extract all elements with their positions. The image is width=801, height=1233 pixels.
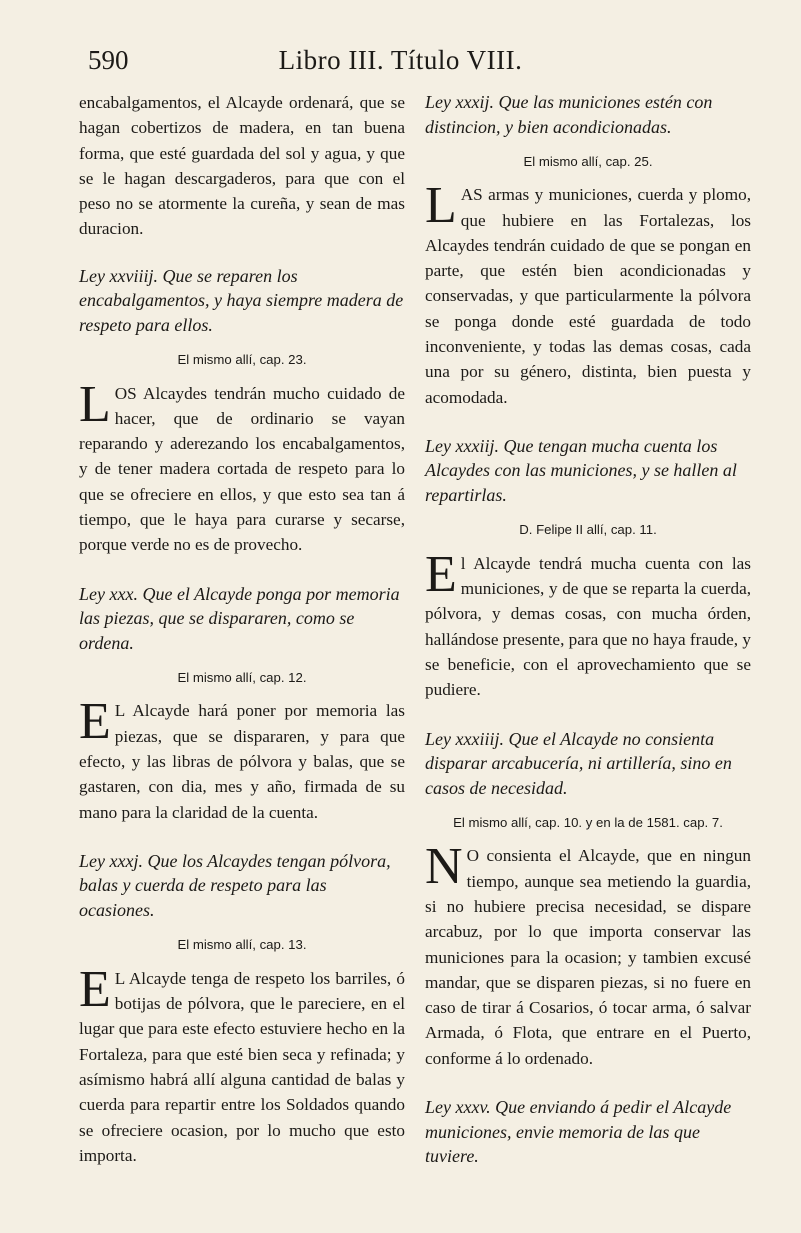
law-source: El mismo allí, cap. 13. <box>177 937 307 953</box>
law-text-body: L Alcayde tenga de respeto los barriles, ó botijas de pólvora, que le pareciere, en el lugar que para este efecto estuviere hecho en la Fortaleza, para que esté bien seca y refinada; y asímismo habrá allí alguna cantidad de balas y cuerda para repartir entre los Soldados quando se ofreciere ocasion, por lo mucho que esto importa. <box>79 968 405 1165</box>
law-heading: Ley xxxiij. Que tengan mucha cuenta los Alcaydes con las municiones, y se hallen al repartirlas. <box>425 435 737 505</box>
drop-cap: E <box>425 545 457 603</box>
left-column <box>79 90 405 1168</box>
law-heading: Ley xxxiiij. Que el Alcayde no consienta disparar arcabucería, ni artillería, sino en casos de necesidad. <box>425 728 732 798</box>
drop-cap: L <box>425 177 457 235</box>
law-source: El mismo allí, cap. 10. y en la de 1581. cap. 7. <box>453 815 723 831</box>
running-head: Libro III. Título VIII. <box>278 45 523 75</box>
law-heading: Ley xxx. Que el Alcayde ponga por memoria las piezas, que se dispararen, como se ordena. <box>79 583 400 653</box>
law-heading: Ley xxxj. Que los Alcaydes tengan pólvora, balas y cuerda de respeto para las ocasiones. <box>79 850 391 920</box>
law-heading: Ley xxxij. Que las municiones estén con distincion, y bien acondicionadas. <box>425 92 713 137</box>
law-heading: Ley xxxv. Que enviando á pedir el Alcayde municiones, envie memoria de las que tuviere. <box>425 1097 732 1167</box>
drop-cap: N <box>425 838 463 896</box>
right-column <box>425 90 751 1169</box>
law-text-body: AS armas y municiones, cuerda y plomo, que hubiere en las Fortalezas, los Alcaydes tendrán cuidado de que se pongan en parte, que estén bien acondicionadas y conservadas, y que particularmente la pólvora se ponga donde esté guardada de todo inconveniente, y todas las demas cosas, cada una por su género, distinta, bien puesta y acomodada. <box>425 185 751 407</box>
law-text <box>425 177 751 410</box>
law-text-body: l Alcayde tendrá mucha cuenta con las municiones, y de que se reparta la cuerda, pólvora, y demas cosas, con mucha órden, hallándose presente, para que no haya fraude, y se beneficie, con el aprovechamiento que se pudiere. <box>425 553 751 700</box>
page-number: 590 <box>88 45 129 75</box>
page-header <box>0 45 801 85</box>
law-text-body: O consienta el Alcayde, que en ningun tiempo, aunque sea metiendo la guardia, si no hubiere precisa necesidad, se dispare arcabuz, por lo que importa conservar las municiones para la ocasion; y tambien excusé mandar, que se disparen piezas, si no fuere en caso de tirar á Cosarios, ó tocar arma, ó salvar Armada, ó Flota, que entrare en el Puerto, conforme á lo ordenado. <box>425 846 751 1068</box>
drop-cap: E <box>79 693 111 751</box>
drop-cap: E <box>79 960 111 1018</box>
law-text <box>79 960 405 1168</box>
law-source: El mismo allí, cap. 23. <box>177 352 307 368</box>
law-text-body: OS Alcaydes tendrán mucho cuidado de hacer, que de ordinario se vayan reparando y aderezando los encabalgamentos, y de tener madera cortada de respeto para lo que se ofreciere en ellos, y que esto sea tan á tiempo, que le haya para curarse y secarse, porque verde no es de provecho. <box>79 383 405 555</box>
law-text-body: L Alcayde hará poner por memoria las piezas, que se dispararen, y para que efecto, y las libras de pólvora y balas, que se gastaren, con dia, mes y año, firmada de su mano para la claridad de la cuenta. <box>79 701 405 822</box>
law-text <box>79 375 405 558</box>
law-text <box>425 545 751 703</box>
law-heading: Ley xxviiij. Que se reparen los encabalgamentos, y haya siempre madera de respeto para ellos. <box>79 265 404 335</box>
law-source: D. Felipe II allí, cap. 11. <box>519 522 657 538</box>
law-text <box>425 838 751 1071</box>
law-text <box>79 693 405 824</box>
drop-cap: L <box>79 375 111 433</box>
law-source: El mismo allí, cap. 25. <box>523 154 653 169</box>
continuation-paragraph: encabalgamentos, el Alcayde ordenará, que se hagan cobertizos de madera, en tan buena forma, que esté guardada del sol y agua, y que se le hagan descargaderos, para que con el peso no se atormente la cureña, y sean de mas duracion. <box>79 93 405 239</box>
law-source: El mismo allí, cap. 12. <box>177 670 307 686</box>
